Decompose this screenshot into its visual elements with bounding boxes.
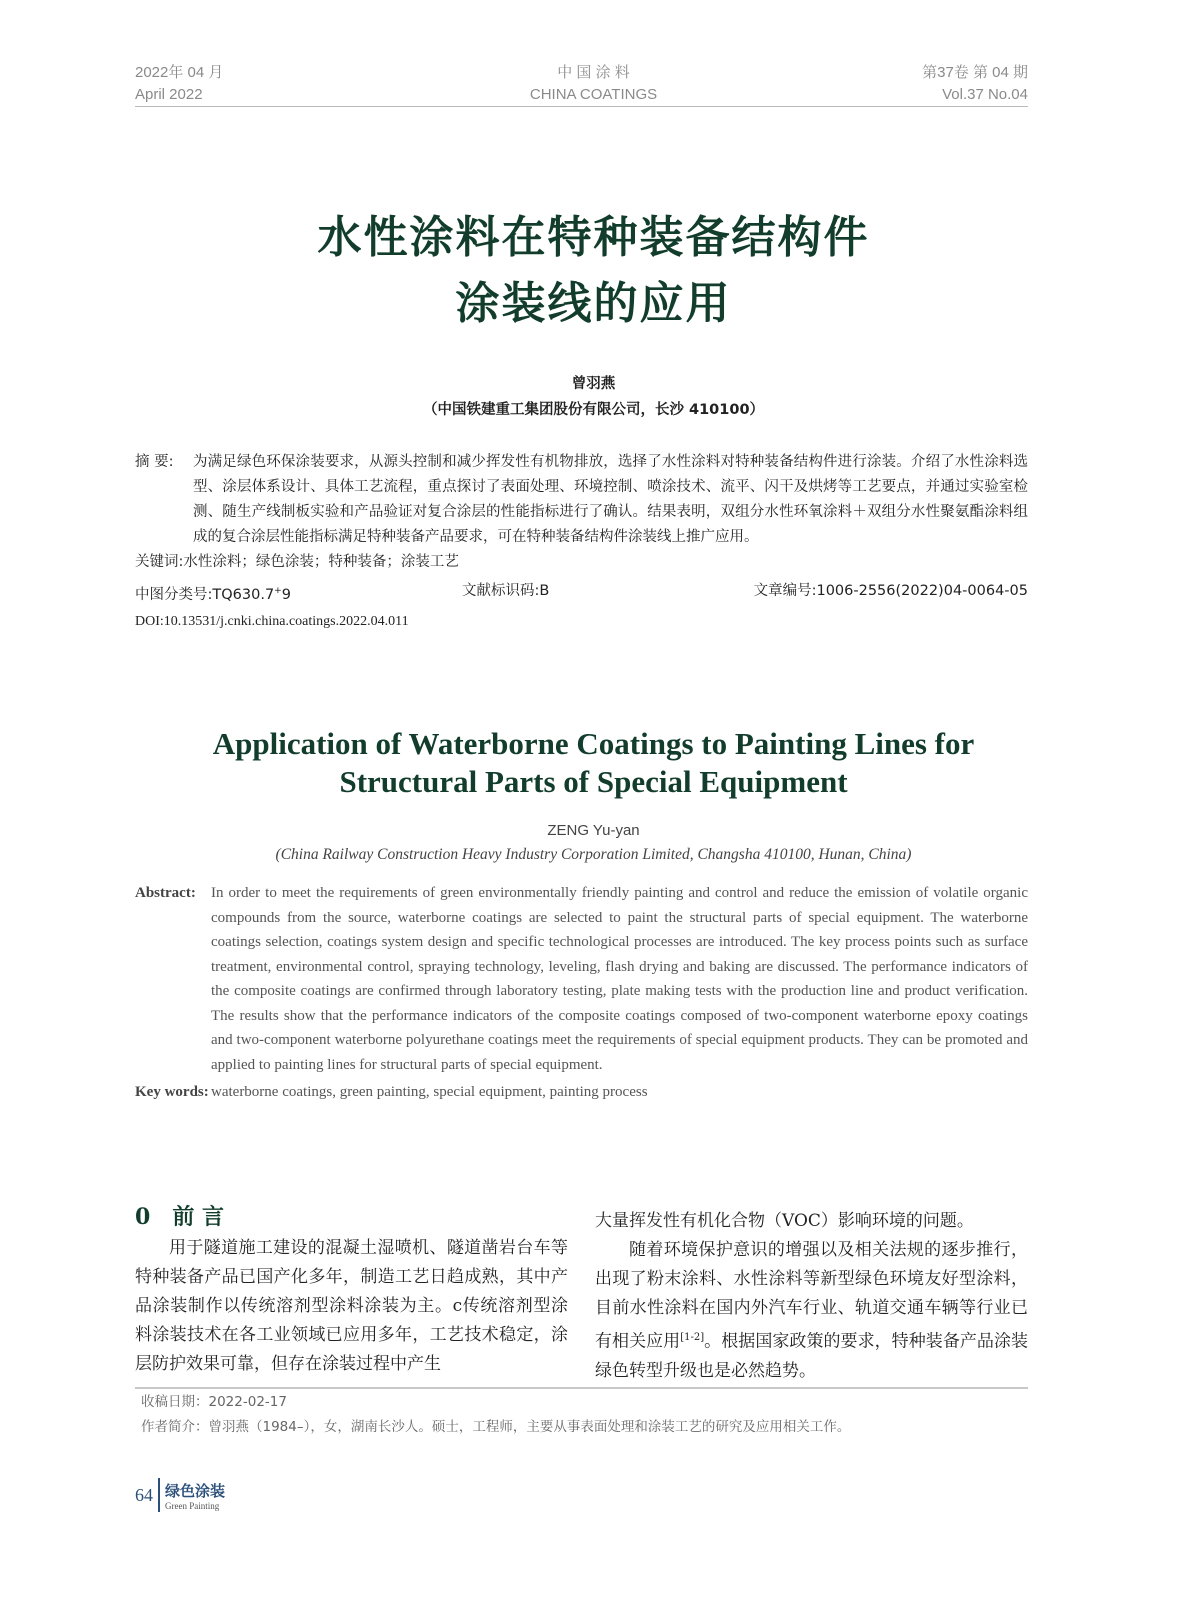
- abstract-en-text: In order to meet the requirements of green environmentally friendly painting and control and reduce the emission of volatile organic compounds from the source, waterborne coatings are selected to paint the structural parts of special equipment. The waterborne coatings selection, coatings system design and specific technological processes are introduced. The key process points such as surface treatment, environmental control, spraying technology, leveling, flash drying and baking are discussed. The performance indicators of the composite coatings are confirmed through laboratory testing, plate making tests with the production line and product verification. The results show that the performance indicators of the composite coatings composed of two-component waterborne epoxy coatings and two-component waterborne polyurethane coatings meet the requirements of special equipment products. They can be promoted and applied to painting lines for structural parts of special equipment.: [211, 885, 1028, 1073]
- body-paragraph: [595, 1236, 1028, 1386]
- doi[interactable]: DOI:10.13531/j.cnki.china.coatings.2022.04.011: [135, 614, 409, 629]
- keywords-en-label: Key words:: [135, 1084, 209, 1100]
- column-name-en: Green Painting: [165, 1500, 220, 1511]
- title-cn-line1: 水性涂料在特种装备结构件: [317, 212, 870, 263]
- article-no-label: 文章编号:: [753, 583, 817, 599]
- section-heading: [135, 1200, 568, 1234]
- footer-divider: [158, 1478, 160, 1512]
- title-en-line2: Structural Parts of Special Equipment: [339, 764, 848, 799]
- body-paragraph: 用于隧道施工建设的混凝土湿喷机、隧道凿岩台车等特种装备产品已国产化多年，制造工艺日趋成熟，其中产品涂装制作以传统溶剂型涂料涂装为主。c传统溶剂型涂料涂装技术在各工业领域已应用多年，工艺技术稳定，涂层防护效果可靠，但存在涂装过程中产生: [135, 1238, 568, 1374]
- header-volume-cn: 第37卷 第 04 期: [922, 64, 1028, 81]
- keywords-cn-text: 水性涂料；绿色涂装；特种装备；涂装工艺: [183, 554, 459, 570]
- header-journal-cn: 中 国 涂 料: [557, 64, 630, 81]
- header-date-cn: 2022年 04 月: [135, 64, 224, 81]
- body-text: 随着环境保护意识的增强以及相关法规的逐步推行，出现了粉末涂料、水性涂料等新型绿色环境友好型涂料，目前水性涂料在国内外汽车行业、轨道交通车辆等行业已有相关应用: [595, 1240, 1028, 1352]
- keywords-cn-label: 关键词:: [135, 554, 184, 570]
- clc-label: 中图分类号:: [135, 586, 213, 603]
- article-no-value: 1006-2556(2022)04-0064-05: [816, 583, 1028, 599]
- title-cn-line2: 涂装线的应用: [455, 278, 732, 329]
- abstract-cn-text: 为满足绿色环保涂装要求，从源头控制和减少挥发性有机物排放，选择了水性涂料对特种装备结构件进行涂装。介绍了水性涂料选型、涂层体系设计、具体工艺流程，重点探讨了表面处理、环境控制、喷涂技术、流平、闪干及烘烤等工艺要点，并通过实验室检测、随生产线制板实验和产品验证对复合涂层的性能指标进行了确认。结果表明，双组分水性环氧涂料＋双组分水性聚氨酯涂料组成的复合涂层性能指标满足特种装备产品要求，可在特种装备结构件涂装线上推广应用。: [193, 454, 1028, 545]
- received-date: 收稿日期：2022-02-17: [141, 1394, 287, 1410]
- affiliation-cn: （中国铁建重工集团股份有限公司，长沙 410100）: [422, 402, 765, 418]
- abstract-cn-label: 摘 要:: [135, 454, 174, 470]
- header-volume: [922, 62, 1028, 106]
- title-cn: [0, 205, 1187, 337]
- clc-tail: 9: [281, 586, 291, 603]
- clc-sup: +: [274, 586, 282, 596]
- doc-code-value: B: [539, 583, 550, 599]
- body-right-column: [595, 1207, 1028, 1386]
- title-en: [0, 725, 1187, 801]
- author-en: ZENG Yu-yan: [547, 822, 640, 839]
- keywords-en-text: waterborne coatings, green painting, special equipment, painting process: [211, 1084, 648, 1100]
- section-number: 0: [135, 1204, 151, 1230]
- header-journal-en: CHINA COATINGS: [529, 86, 658, 103]
- page-number: 64: [135, 1484, 153, 1505]
- abstract-en-label: Abstract:: [135, 885, 196, 901]
- body-left-column: [135, 1200, 568, 1379]
- clc-value: TQ630.7: [212, 586, 275, 603]
- classification-line: [135, 579, 1028, 609]
- doc-code-label: 文献标识码:: [462, 583, 540, 599]
- abstract-en: [135, 881, 1028, 1105]
- body-text: 。根据国家政策的要求，特种装备产品涂装绿色转型升级也是必然趋势。: [595, 1331, 1029, 1381]
- header-rule: [135, 106, 1028, 107]
- header-date-en: April 2022: [135, 86, 203, 103]
- title-en-line1: Application of Waterborne Coatings to Painting Lines for: [212, 726, 975, 761]
- abstract-cn: [135, 450, 1028, 634]
- footer: [135, 1478, 225, 1512]
- citation-ref[interactable]: [1-2]: [680, 1332, 705, 1343]
- author-bio: 作者简介：曾羽燕（1984–），女，湖南长沙人。硕士，工程师，主要从事表面处理和涂装工艺的研究及应用相关工作。: [141, 1419, 851, 1435]
- column-name-cn: 绿色涂装: [165, 1481, 226, 1500]
- author-cn: 曾羽燕: [571, 376, 616, 392]
- section-title: 前 言: [172, 1204, 224, 1230]
- affiliation-en: (China Railway Construction Heavy Industry Corporation Limited, Changsha 410100, Hunan, China): [275, 846, 912, 863]
- body-paragraph-continued: 大量挥发性有机化合物（VOC）影响环境的问题。: [595, 1211, 974, 1231]
- header-volume-en: Vol.37 No.04: [942, 86, 1028, 103]
